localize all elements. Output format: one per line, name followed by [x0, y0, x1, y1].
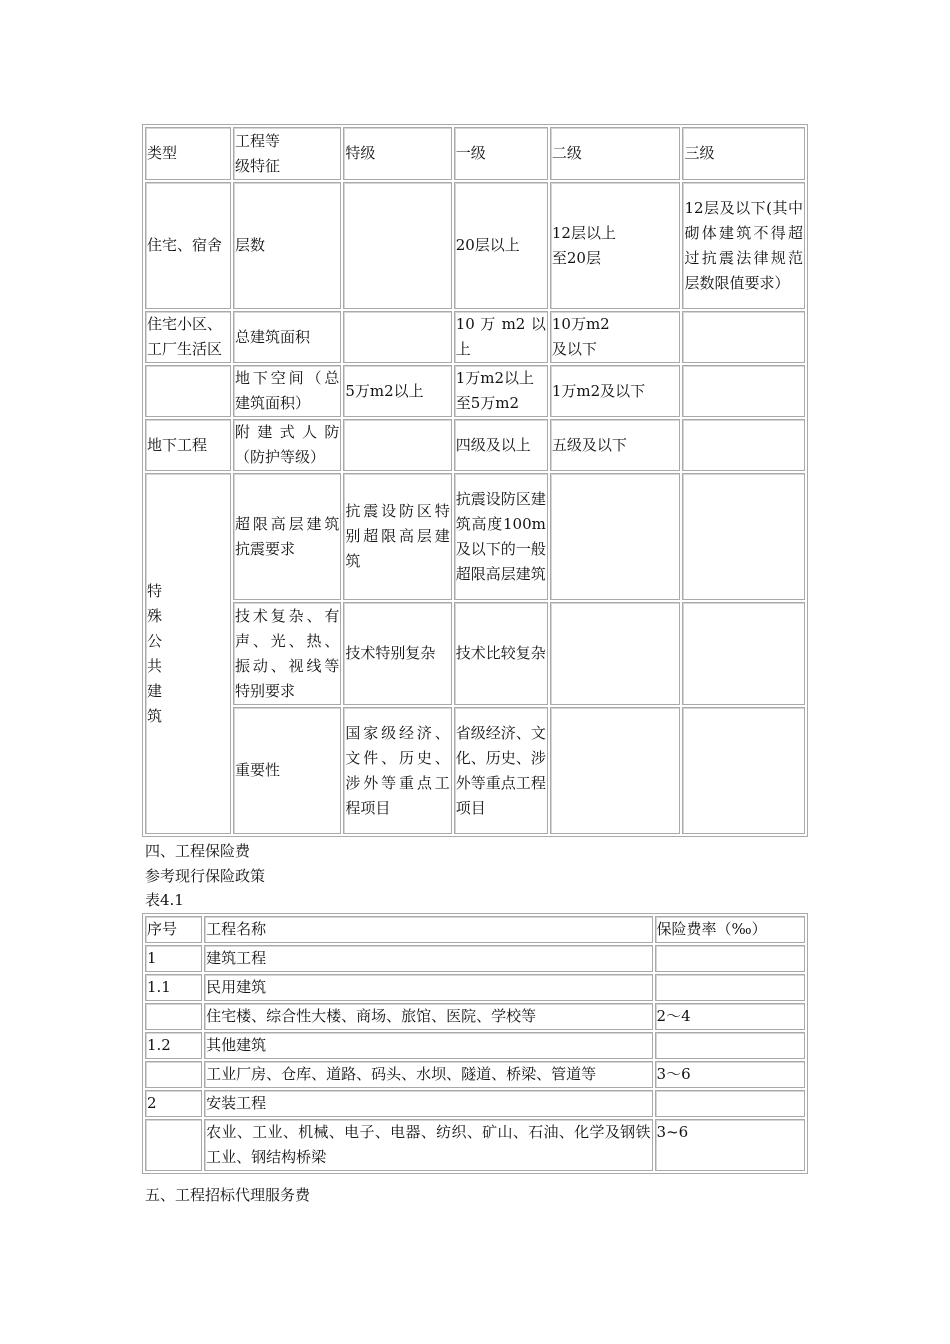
cell-no — [145, 1061, 202, 1088]
cell-grade2 — [550, 182, 681, 309]
header-feature-line1: 工程等 — [235, 131, 281, 150]
header-type: 类型 — [145, 127, 231, 180]
cell-feature: 地下空间（总建筑面积） — [233, 365, 341, 417]
cell-grade3: 12层及以下(其中砌体建筑不得超过抗震法律规范层数限值要求） — [682, 182, 805, 309]
header-name: 工程名称 — [204, 916, 652, 943]
cell-grade3 — [682, 602, 805, 705]
cell-name: 其他建筑 — [204, 1032, 652, 1059]
cell-name: 安装工程 — [204, 1090, 652, 1117]
cell-special: 抗震设防区特别超限高层建筑 — [343, 473, 451, 600]
header-grade2: 二级 — [550, 127, 681, 180]
cell-name: 建筑工程 — [204, 945, 652, 972]
cell-name: 工业厂房、仓库、道路、码头、水坝、隧道、桥梁、管道等 — [204, 1061, 652, 1088]
header-grade1: 一级 — [454, 127, 548, 180]
cell-no: 1 — [145, 945, 202, 972]
cell-rate — [655, 1090, 805, 1117]
cell-grade1: 20层以上 — [454, 182, 548, 309]
cell-type — [145, 365, 231, 417]
cell-grade1: 10 万 m2 以上 — [454, 311, 548, 363]
section4-note: 参考现行保险政策 — [145, 867, 266, 885]
cell-type: 地下工程 — [145, 419, 231, 471]
cell-grade2 — [550, 473, 681, 600]
cell-special — [343, 311, 451, 363]
cell-name: 农业、工业、机械、电子、电器、纺织、矿山、石油、化学及钢铁工业、钢结构桥梁 — [204, 1119, 652, 1171]
cell-grade1-line2: 至5万m2 — [455, 394, 520, 412]
cell-grade1: 四级及以上 — [454, 419, 548, 471]
header-rate: 保险费率（‰） — [655, 916, 805, 943]
cell-type: 住宅、宿舍 — [145, 182, 231, 309]
table-row-special-public-2 — [145, 602, 805, 705]
cell-feature: 重要性 — [233, 707, 341, 834]
cell-feature: 总建筑面积 — [233, 311, 341, 363]
type-char: 特 — [147, 581, 163, 600]
cell-grade3 — [682, 419, 805, 471]
cell-grade3 — [682, 473, 805, 600]
table-row — [145, 1003, 805, 1030]
cell-grade3 — [682, 365, 805, 417]
cell-grade1: 技术比较复杂 — [454, 602, 548, 705]
cell-grade1 — [454, 365, 548, 417]
cell-feature: 层数 — [233, 182, 341, 309]
cell-grade1: 省级经济、文化、历史、涉外等重点工程项目 — [454, 707, 548, 834]
table-row — [145, 1119, 805, 1171]
cell-rate — [655, 1032, 805, 1059]
table-row — [145, 1061, 805, 1088]
section5-title: 五、工程招标代理服务费 — [145, 1186, 311, 1204]
table-row-special-public-3 — [145, 707, 805, 834]
table-row-residential — [145, 182, 805, 309]
cell-grade2: 五级及以下 — [550, 419, 681, 471]
cell-grade3 — [682, 707, 805, 834]
cell-grade2-line2: 至20层 — [551, 248, 601, 267]
cell-grade2 — [550, 707, 681, 834]
cell-type-line1: 住宅小区、 — [147, 315, 223, 333]
cell-no — [145, 1119, 202, 1171]
cell-feature: 超限高层建筑抗震要求 — [233, 473, 341, 600]
insurance-rate-table — [142, 913, 808, 1174]
cell-special: 技术特别复杂 — [343, 602, 451, 705]
cell-no: 1.2 — [145, 1032, 202, 1059]
cell-rate: 3～6 — [655, 1061, 805, 1088]
cell-type-special-public — [145, 473, 231, 834]
header-special: 特级 — [343, 127, 451, 180]
cell-rate: 2～4 — [655, 1003, 805, 1030]
cell-no: 2 — [145, 1090, 202, 1117]
header-feature-line2: 级特征 — [235, 156, 281, 175]
cell-feature: 附建式人防（防护等级） — [233, 419, 341, 471]
cell-grade2 — [550, 311, 681, 363]
cell-grade3 — [682, 311, 805, 363]
cell-special — [343, 182, 451, 309]
type-char: 共 — [147, 656, 163, 675]
type-char: 筑 — [147, 706, 163, 725]
type-char: 殊 — [147, 606, 163, 625]
cell-grade2: 1万m2及以下 — [550, 365, 681, 417]
type-char: 公 — [147, 631, 163, 650]
header-grade3: 三级 — [682, 127, 805, 180]
table-row-underground-space — [145, 365, 805, 417]
cell-grade1: 抗震设防区建筑高度100m及以下的一般超限高层建筑 — [454, 473, 548, 600]
cell-grade2 — [550, 602, 681, 705]
header-no: 序号 — [145, 916, 202, 943]
section4-title: 四、工程保险费 — [145, 842, 251, 860]
table-row-community — [145, 311, 805, 363]
cell-special: 国家级经济、文件、历史、涉外等重点工程项目 — [343, 707, 451, 834]
header-feature — [233, 127, 341, 180]
cell-name: 住宅楼、综合性大楼、商场、旅馆、医院、学校等 — [204, 1003, 652, 1030]
table-row-underground-works — [145, 419, 805, 471]
cell-rate — [655, 945, 805, 972]
cell-rate: 3~6 — [655, 1119, 805, 1171]
table-header-row — [145, 916, 805, 943]
table2-caption: 表4.1 — [145, 891, 184, 909]
cell-special: 5万m2以上 — [343, 365, 451, 417]
cell-special — [343, 419, 451, 471]
table-header-row — [145, 127, 805, 180]
cell-grade2-line1: 12层以上 — [551, 223, 616, 242]
table-row — [145, 974, 805, 1001]
table-row — [145, 945, 805, 972]
cell-type — [145, 311, 231, 363]
cell-type-line2: 工厂生活区 — [147, 340, 223, 358]
cell-no — [145, 1003, 202, 1030]
cell-grade1-line1: 1万m2以上 — [455, 369, 535, 387]
table-row-special-public-1 — [145, 473, 805, 600]
cell-rate — [655, 974, 805, 1001]
cell-grade2-line1: 10万m2 — [551, 315, 610, 333]
cell-grade2-line2: 及以下 — [551, 340, 597, 358]
table-row — [145, 1090, 805, 1117]
engineering-grade-table — [142, 124, 808, 837]
type-char: 建 — [147, 681, 163, 700]
cell-feature: 技术复杂、有声、光、热、振动、视线等特别要求 — [233, 602, 341, 705]
cell-no: 1.1 — [145, 974, 202, 1001]
table-row — [145, 1032, 805, 1059]
cell-name: 民用建筑 — [204, 974, 652, 1001]
